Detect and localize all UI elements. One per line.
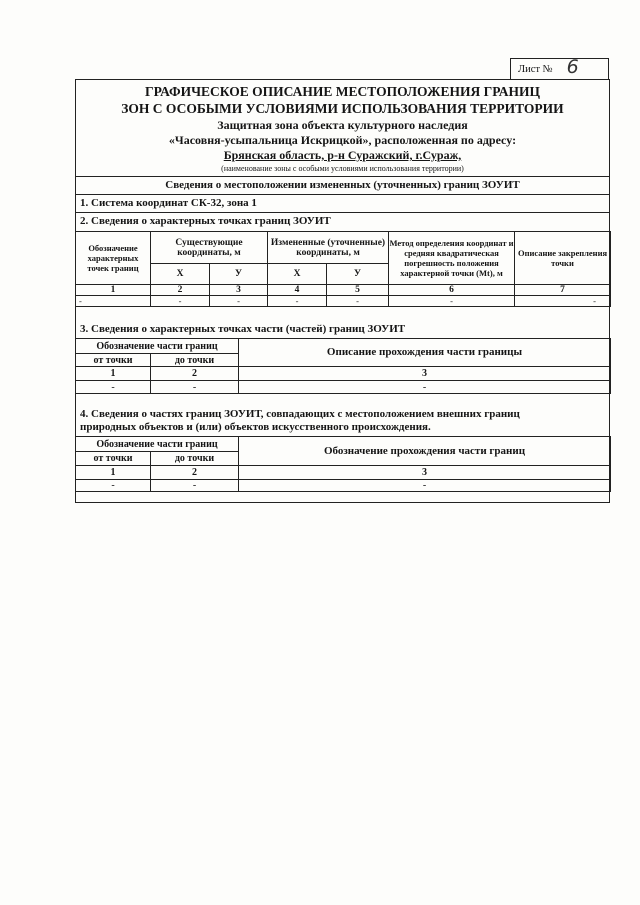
section-title: Сведения о местоположении измененных (уточненных) границ ЗОУИТ xyxy=(165,179,520,191)
header-to-point: до точки xyxy=(151,452,239,466)
sheet-number-box xyxy=(510,55,609,80)
table-cell: - xyxy=(151,296,210,307)
header-y-existing: У xyxy=(210,264,268,285)
column-number: 2 xyxy=(151,466,239,480)
table-cell: - xyxy=(76,296,151,307)
table-cell: - xyxy=(76,480,151,492)
header-title-line1: ГРАФИЧЕСКОЕ ОПИСАНИЕ МЕСТОПОЛОЖЕНИЯ ГРАНИЦ xyxy=(144,84,541,99)
header-to-point: до точки xyxy=(151,354,239,367)
divider xyxy=(76,194,609,195)
column-number: 6 xyxy=(389,285,515,296)
column-number: 4 xyxy=(268,285,327,296)
table-cell: - xyxy=(515,296,611,307)
header-point-designation: Обозначение характерных точек границ xyxy=(76,232,151,285)
section3-title: 3. Сведения о характерных точках части (частей) границ ЗОУИТ xyxy=(80,323,406,335)
header-changed-coordinates: Измененные (уточненные) координаты, м xyxy=(268,232,389,264)
column-number: 2 xyxy=(151,285,210,296)
section2-title: 2. Сведения о характерных точках границ ЗОУИТ xyxy=(80,215,331,227)
header-y-changed: У xyxy=(327,264,389,285)
column-number: 2 xyxy=(151,367,239,381)
header-from-point: от точки xyxy=(76,354,151,367)
header-method: Метод определения координат и средняя квадратическая погрешность положения характерной точки (Mt), м xyxy=(389,232,515,285)
table-cell: - xyxy=(327,296,389,307)
table-cell: - xyxy=(210,296,268,307)
header-fixing-description: Описание закрепления точки xyxy=(515,232,611,285)
header-part-description: Описание прохождения части границы xyxy=(239,339,611,367)
divider xyxy=(76,176,609,177)
sheet-number: 6 xyxy=(566,55,579,78)
boundary-parts-table xyxy=(75,338,611,394)
column-number: 3 xyxy=(210,285,268,296)
coinciding-boundaries-table xyxy=(75,436,611,492)
header-object-name: «Часовня-усыпальница Искрицкой», расположенная по адресу: xyxy=(168,133,517,147)
header-caption: (наименование зоны с особыми условиями использования территории) xyxy=(221,164,464,173)
section4-title: 4. Сведения о частях границ ЗОУИТ, совпадающих с местоположением внешних границ природных объектов и (или) объектов искусственного происхождения. xyxy=(80,408,520,433)
divider xyxy=(76,212,609,213)
column-number: 1 xyxy=(76,466,151,480)
table-cell: - xyxy=(268,296,327,307)
header-part-designation: Обозначение части границ xyxy=(76,437,239,452)
header-x-existing: Х xyxy=(151,264,210,285)
table-cell: - xyxy=(76,381,151,394)
table-cell: - xyxy=(239,381,611,394)
header-part-designation: Обозначение части границ xyxy=(76,339,239,354)
header-zone-type: Защитная зона объекта культурного наследия xyxy=(217,118,468,132)
table-cell: - xyxy=(239,480,611,492)
header-from-point: от точки xyxy=(76,452,151,466)
header-address: Брянская область, р-н Суражский, г.Сураж, xyxy=(223,148,462,162)
header-x-changed: Х xyxy=(268,264,327,285)
column-number: 3 xyxy=(239,466,611,480)
column-number: 3 xyxy=(239,367,611,381)
column-number: 5 xyxy=(327,285,389,296)
characteristic-points-table xyxy=(75,231,611,307)
column-number: 1 xyxy=(76,367,151,381)
form-frame xyxy=(75,79,610,503)
table-cell: - xyxy=(151,381,239,394)
table-cell: - xyxy=(151,480,239,492)
header-existing-coordinates: Существующие координаты, м xyxy=(151,232,268,264)
sheet-label: Лист № xyxy=(518,64,553,75)
column-number: 1 xyxy=(76,285,151,296)
section1-coordinate-system: 1. Система координат СК-32, зона 1 xyxy=(80,197,257,209)
header-part-description: Обозначение прохождения части границ xyxy=(239,437,611,466)
header-title-line2: ЗОН С ОСОБЫМИ УСЛОВИЯМИ ИСПОЛЬЗОВАНИЯ ТЕРРИТОРИИ xyxy=(121,101,564,116)
column-number: 7 xyxy=(515,285,611,296)
table-cell: - xyxy=(389,296,515,307)
